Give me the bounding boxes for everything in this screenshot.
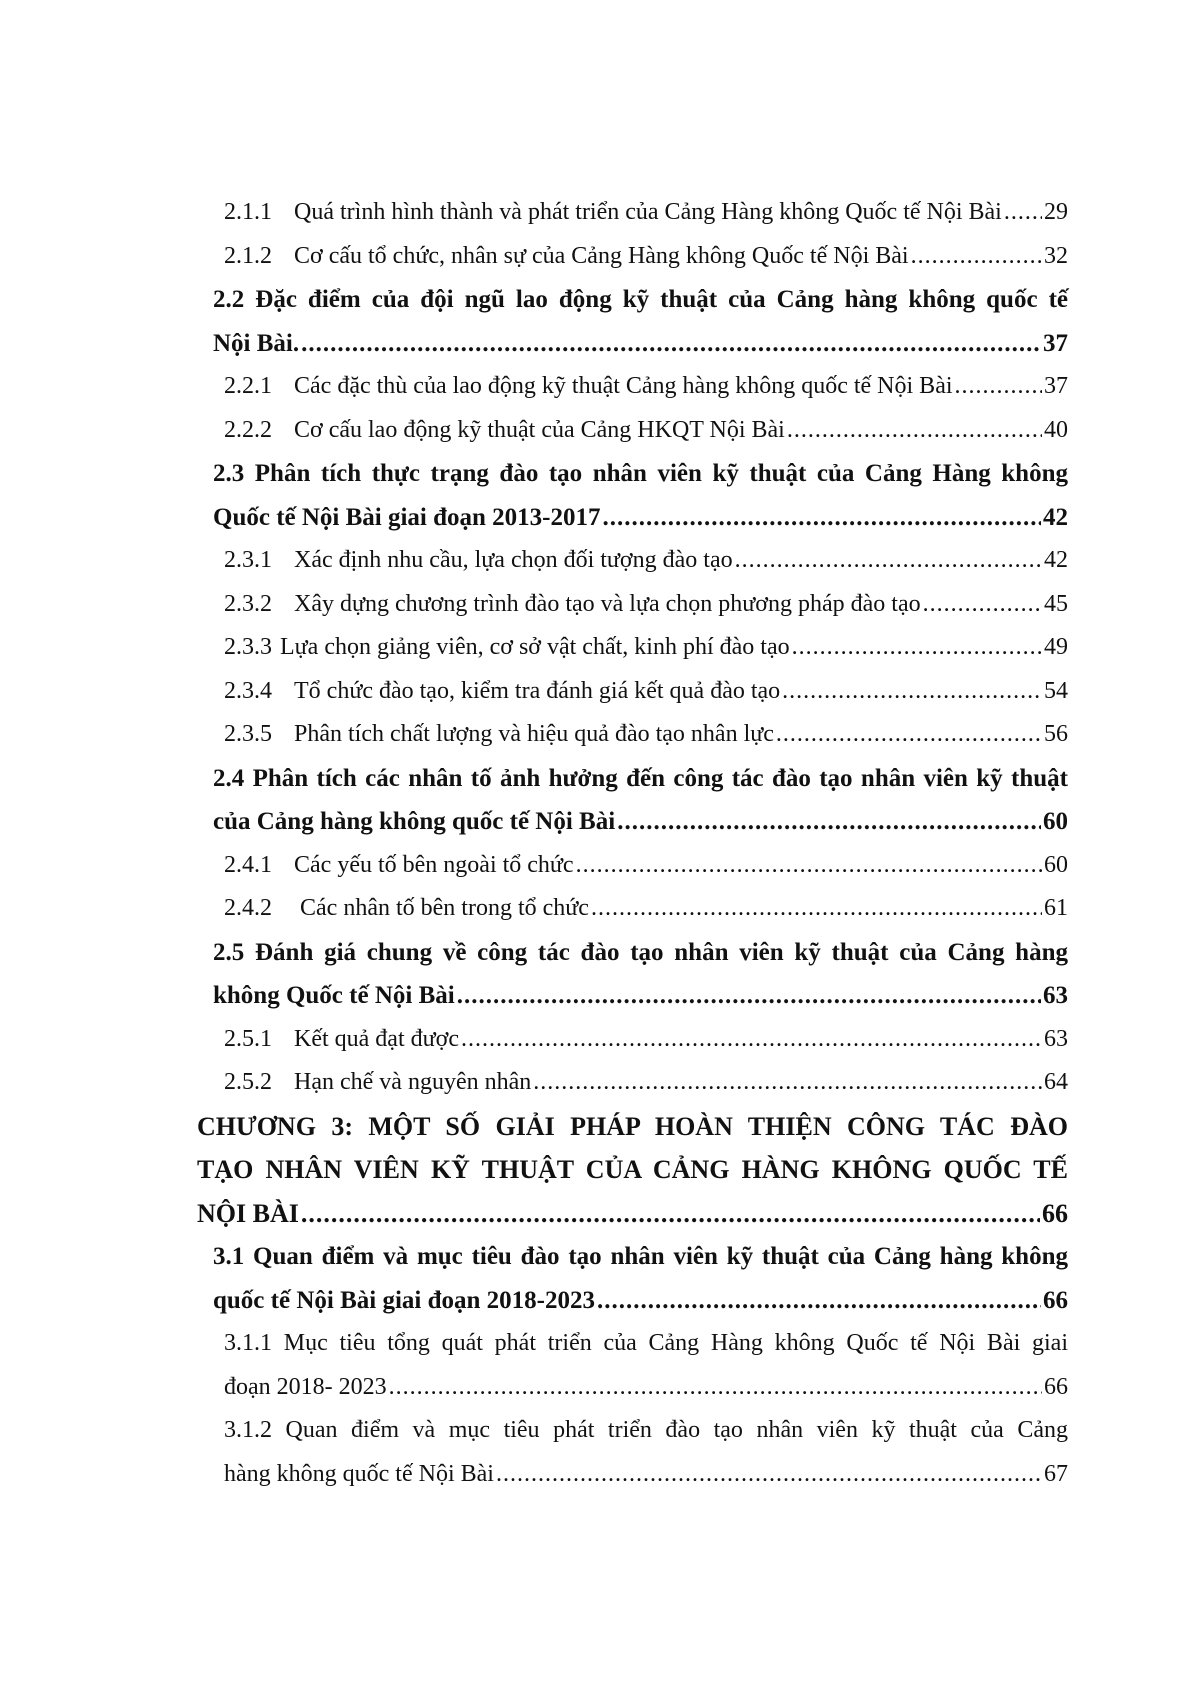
toc-page-number: 49 xyxy=(1044,634,1068,660)
toc-entry-2-3-5[interactable] xyxy=(0,713,1192,757)
toc-title: Phân tích chất lượng và hiệu quả đào tạo nhân lực xyxy=(294,721,774,747)
toc-entry-2-4-2[interactable] xyxy=(0,887,1192,931)
toc-entry-3-1-2[interactable] xyxy=(0,1409,1192,1496)
toc-title-line-last xyxy=(0,1366,1192,1410)
toc-title-line: 2.2 Đặc điểm của đội ngũ lao động kỹ thuật của Cảng hàng không quốc tế xyxy=(213,286,1068,313)
toc-page-number: 63 xyxy=(1043,982,1068,1009)
toc-page-number: 42 xyxy=(1044,547,1068,573)
toc-number: 2.3.2 xyxy=(224,590,272,617)
toc-entry-2-1-1[interactable] xyxy=(0,191,1192,235)
toc-number: 2.4.2 xyxy=(224,895,272,921)
toc-title: Hạn chế và nguyên nhân xyxy=(294,1069,532,1095)
toc-page-number: 60 xyxy=(1044,851,1068,878)
toc-entry-2-2-1[interactable] xyxy=(0,365,1192,409)
dot-leader xyxy=(776,713,1042,757)
toc-title-line: 2.3 Phân tích thực trạng đào tạo nhân viên kỹ thuật của Cảng Hàng không xyxy=(213,460,1068,487)
dot-leader xyxy=(603,496,1041,540)
toc-number: 2.4.1 xyxy=(224,851,272,878)
toc-title-line: 2.4 Phân tích các nhân tố ảnh hưởng đến công tác đào tạo nhân viên kỹ thuật xyxy=(213,764,1068,792)
toc-section-3-1[interactable] xyxy=(0,1235,1192,1322)
dot-leader xyxy=(1004,191,1042,235)
toc-title: Xác định nhu cầu, lựa chọn đối tượng đào tạo xyxy=(294,547,733,573)
dot-leader xyxy=(457,974,1041,1018)
toc-page-number: 40 xyxy=(1044,416,1068,443)
toc-title-line-last xyxy=(0,1453,1192,1497)
dot-leader xyxy=(389,1366,1042,1410)
toc-chapter-3[interactable] xyxy=(0,1105,1192,1236)
toc-title-line: TẠO NHÂN VIÊN KỸ THUẬT CỦA CẢNG HÀNG KHÔNG QUỐC TẾ xyxy=(197,1155,1068,1184)
dot-leader xyxy=(787,409,1042,453)
toc-title: Các yếu tố bên ngoài tổ chức xyxy=(294,851,574,878)
toc-title-line: 3.1 Quan điểm và mục tiêu đào tạo nhân viên kỹ thuật của Cảng hàng không xyxy=(213,1243,1068,1270)
toc-title: Quốc tế Nội Bài giai đoạn 2013-2017 xyxy=(213,503,601,531)
toc-title-line-last xyxy=(0,322,1192,366)
dot-leader xyxy=(782,670,1042,714)
toc-title: NỘI BÀI xyxy=(197,1198,299,1228)
dot-leader xyxy=(576,844,1042,888)
toc-page-number: 32 xyxy=(1044,242,1068,269)
dot-leader xyxy=(461,1018,1042,1062)
toc-number: 2.1.2 xyxy=(224,242,272,269)
toc-title-line-last xyxy=(0,1279,1192,1323)
dot-leader xyxy=(597,1279,1041,1323)
toc-title: Các đặc thù của lao động kỹ thuật Cảng hàng không quốc tế Nội Bài xyxy=(294,373,953,399)
dot-leader xyxy=(911,235,1042,279)
toc-title: đoạn 2018- 2023 xyxy=(224,1373,387,1400)
toc-page-number: 64 xyxy=(1044,1069,1068,1095)
dot-leader xyxy=(496,1453,1042,1497)
dot-leader xyxy=(955,365,1042,409)
dot-leader xyxy=(923,583,1042,627)
toc-title-line-last xyxy=(0,496,1192,540)
toc-title: hàng không quốc tế Nội Bài xyxy=(224,1460,494,1487)
toc-number: 2.2.2 xyxy=(224,416,272,443)
toc-number: 2.3.1 xyxy=(224,547,272,573)
toc-page-number: 63 xyxy=(1044,1025,1068,1052)
toc-title: Xây dựng chương trình đào tạo và lựa chọn phương pháp đào tạo xyxy=(294,590,921,617)
dot-leader xyxy=(792,626,1042,670)
toc-entry-2-3-2[interactable] xyxy=(0,583,1192,627)
toc-title-line: 3.1.1 Mục tiêu tổng quát phát triển của Cảng Hàng không Quốc tế Nội Bài giai xyxy=(224,1330,1068,1356)
dot-leader xyxy=(735,539,1042,583)
toc-entry-2-3-3[interactable] xyxy=(0,626,1192,670)
dot-leader xyxy=(617,800,1041,844)
toc-page-number: 60 xyxy=(1043,808,1068,835)
toc-entry-2-4-1[interactable] xyxy=(0,844,1192,888)
toc-title-line: 3.1.2 Quan điểm và mục tiêu phát triển đào tạo nhân viên kỹ thuật của Cảng xyxy=(224,1417,1068,1443)
toc-title: Cơ cấu lao động kỹ thuật của Cảng HKQT Nội Bài xyxy=(294,416,785,443)
toc-section-2-3[interactable] xyxy=(0,452,1192,539)
toc-number: 2.5.2 xyxy=(224,1069,272,1095)
toc-page-number: 61 xyxy=(1044,895,1068,921)
toc-title-line: CHƯƠNG 3: MỘT SỐ GIẢI PHÁP HOÀN THIỆN CÔNG TÁC ĐÀO xyxy=(197,1111,1068,1141)
toc-title-line-last xyxy=(0,800,1192,844)
toc-entry-2-2-2[interactable] xyxy=(0,409,1192,453)
toc-section-2-5[interactable] xyxy=(0,931,1192,1018)
toc-number: 2.3.3 xyxy=(224,634,272,660)
dot-leader xyxy=(301,1192,1040,1236)
toc-title: của Cảng hàng không quốc tế Nội Bài xyxy=(213,808,616,835)
toc-title: không Quốc tế Nội Bài xyxy=(213,982,455,1009)
toc-section-2-2[interactable] xyxy=(0,278,1192,365)
toc-title-line: 2.5 Đánh giá chung về công tác đào tạo nhân viên kỹ thuật của Cảng hàng xyxy=(213,938,1068,966)
toc-entry-2-3-1[interactable] xyxy=(0,539,1192,583)
toc-entry-2-1-2[interactable] xyxy=(0,235,1192,279)
toc-page-number: 66 xyxy=(1044,1373,1068,1400)
toc-section-2-4[interactable] xyxy=(0,757,1192,844)
toc-page-number: 66 xyxy=(1042,1198,1068,1228)
toc-number: 2.3.4 xyxy=(224,677,272,704)
toc-page-number: 29 xyxy=(1044,199,1068,225)
toc-title-line-last xyxy=(0,1192,1192,1236)
toc-page-number: 67 xyxy=(1044,1460,1068,1487)
toc-number: 2.1.1 xyxy=(224,199,272,225)
toc-entry-3-1-1[interactable] xyxy=(0,1322,1192,1409)
toc-page-number: 45 xyxy=(1044,590,1068,617)
dot-leader xyxy=(533,1061,1042,1105)
toc-title: Lựa chọn giảng viên, cơ sở vật chất, kinh phí đào tạo xyxy=(280,634,790,660)
dot-leader xyxy=(591,887,1042,931)
toc-title: quốc tế Nội Bài giai đoạn 2018-2023 xyxy=(213,1286,595,1314)
toc-entry-2-5-2[interactable] xyxy=(0,1061,1192,1105)
toc-title: Tổ chức đào tạo, kiểm tra đánh giá kết quả đào tạo xyxy=(294,677,781,704)
toc-number: 2.3.5 xyxy=(224,721,272,747)
toc-page-number: 37 xyxy=(1043,329,1068,357)
toc-title-line-last xyxy=(0,974,1192,1018)
table-of-contents xyxy=(0,191,1192,1496)
toc-title: Quá trình hình thành và phát triển của Cảng Hàng không Quốc tế Nội Bài xyxy=(294,199,1002,225)
toc-page-number: 54 xyxy=(1044,677,1068,704)
toc-page-number: 37 xyxy=(1044,373,1068,399)
dot-leader xyxy=(301,322,1041,366)
toc-title: Cơ cấu tổ chức, nhân sự của Cảng Hàng không Quốc tế Nội Bài xyxy=(294,242,909,269)
toc-title: Nội Bài. xyxy=(213,329,300,357)
toc-number: 2.5.1 xyxy=(224,1025,272,1052)
toc-entry-2-5-1[interactable] xyxy=(0,1018,1192,1062)
toc-title: Kết quả đạt được xyxy=(294,1025,459,1052)
toc-page-number: 42 xyxy=(1043,503,1068,531)
toc-entry-2-3-4[interactable] xyxy=(0,670,1192,714)
toc-number: 2.2.1 xyxy=(224,373,272,399)
toc-page-number: 56 xyxy=(1044,721,1068,747)
toc-title: Các nhân tố bên trong tổ chức xyxy=(300,895,589,921)
toc-page-number: 66 xyxy=(1043,1286,1068,1314)
